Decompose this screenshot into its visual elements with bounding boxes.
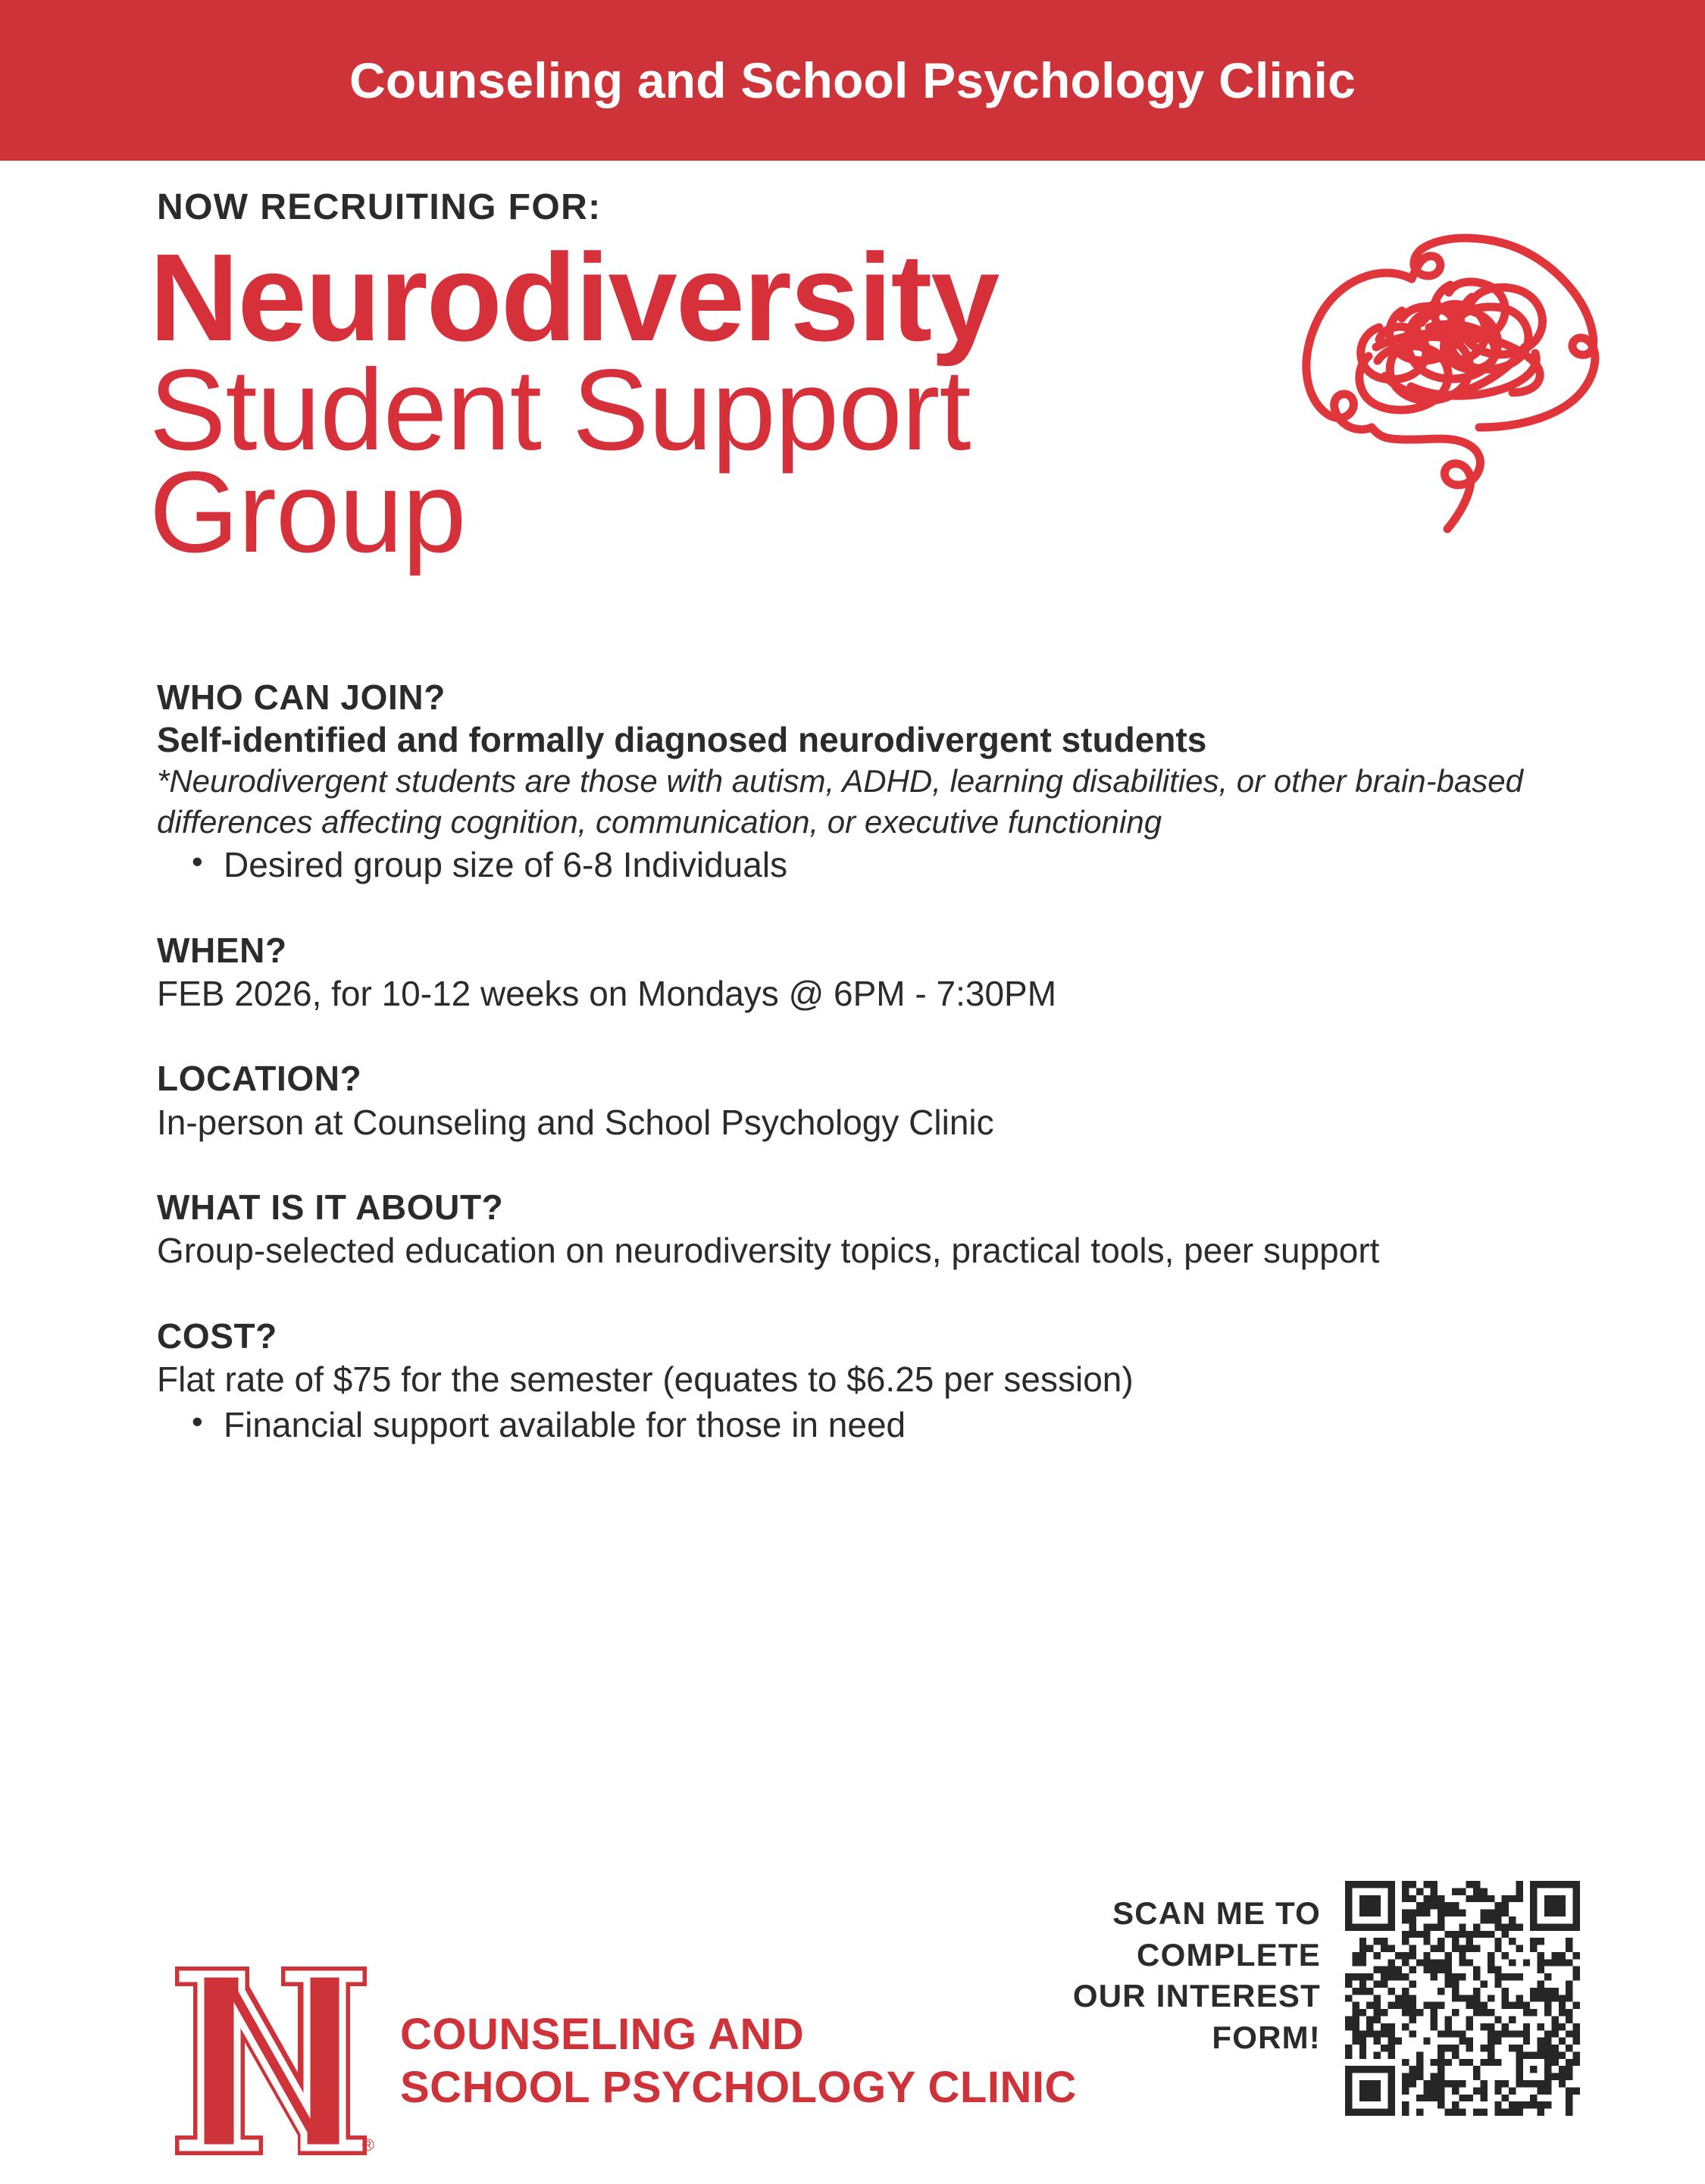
when-heading: WHEN? (157, 930, 287, 970)
about-body: Group-selected education on neurodiversity topics, practical tools, peer support (157, 1231, 1380, 1271)
cost-bullets (157, 1403, 1581, 1448)
qr-code-icon[interactable] (1345, 1881, 1580, 2116)
who-can-join-bullets (157, 843, 1581, 888)
scan-line-4: FORM! (1212, 2019, 1321, 2055)
header-banner (0, 0, 1705, 161)
location-heading: LOCATION? (157, 1059, 362, 1099)
nebraska-n-icon (170, 1960, 374, 2161)
clinic-logo-line-2: SCHOOL PSYCHOLOGY CLINIC (400, 2062, 1077, 2112)
scan-line-2: COMPLETE (1137, 1936, 1321, 1973)
who-can-join-subheading: Self-identified and formally diagnosed neurodivergent students (157, 720, 1207, 760)
cost-heading: COST? (157, 1316, 277, 1356)
brain-doodle-icon (1288, 212, 1629, 553)
section-when (157, 929, 1581, 1017)
section-cost (157, 1315, 1581, 1448)
footer (0, 1866, 1705, 2184)
clinic-logo-text (400, 2008, 1077, 2114)
section-about (157, 1186, 1581, 1274)
list-item: • Desired group size of 6-8 Individuals (224, 843, 1581, 888)
when-body: FEB 2026, for 10-12 weeks on Mondays @ 6PM - 7:30PM (157, 973, 1057, 1013)
about-heading: WHAT IS IT ABOUT? (157, 1187, 504, 1228)
clinic-logo-line-1: COUNSELING AND (400, 2009, 805, 2059)
clinic-logo (170, 1960, 1077, 2161)
title-line-3: Group (149, 447, 466, 577)
scan-line-3: OUR INTEREST (1072, 1978, 1321, 2014)
section-who-can-join (157, 676, 1581, 888)
scan-cta (1057, 1881, 1580, 2116)
cost-body: Flat rate of $75 for the semester (equates to $6.25 per session) (157, 1360, 1134, 1400)
section-location (157, 1057, 1581, 1145)
banner-title: Counseling and School Psychology Clinic (349, 52, 1356, 108)
scan-instruction-text (1073, 1881, 1321, 2058)
page-title (149, 228, 1286, 577)
neurodivergent-definition-note: *Neurodivergent students are those with autism, ADHD, learning disabilities, or other brain-based differences affecting cognition, communication, or executive functioning (157, 763, 1524, 840)
recruiting-kicker: NOW RECRUITING FOR: (157, 187, 602, 227)
scan-line-1: SCAN ME TO (1112, 1895, 1321, 1931)
title-line-1: Neurodiversity (149, 228, 999, 367)
location-body: In-person at Counseling and School Psychology Clinic (157, 1102, 994, 1142)
list-item: • Financial support available for those in need (224, 1403, 1581, 1448)
title-line-2: Student Support (149, 346, 971, 475)
content-area (157, 676, 1581, 1448)
who-can-join-heading: WHO CAN JOIN? (157, 677, 446, 717)
registered-trademark: ® (361, 2136, 374, 2154)
